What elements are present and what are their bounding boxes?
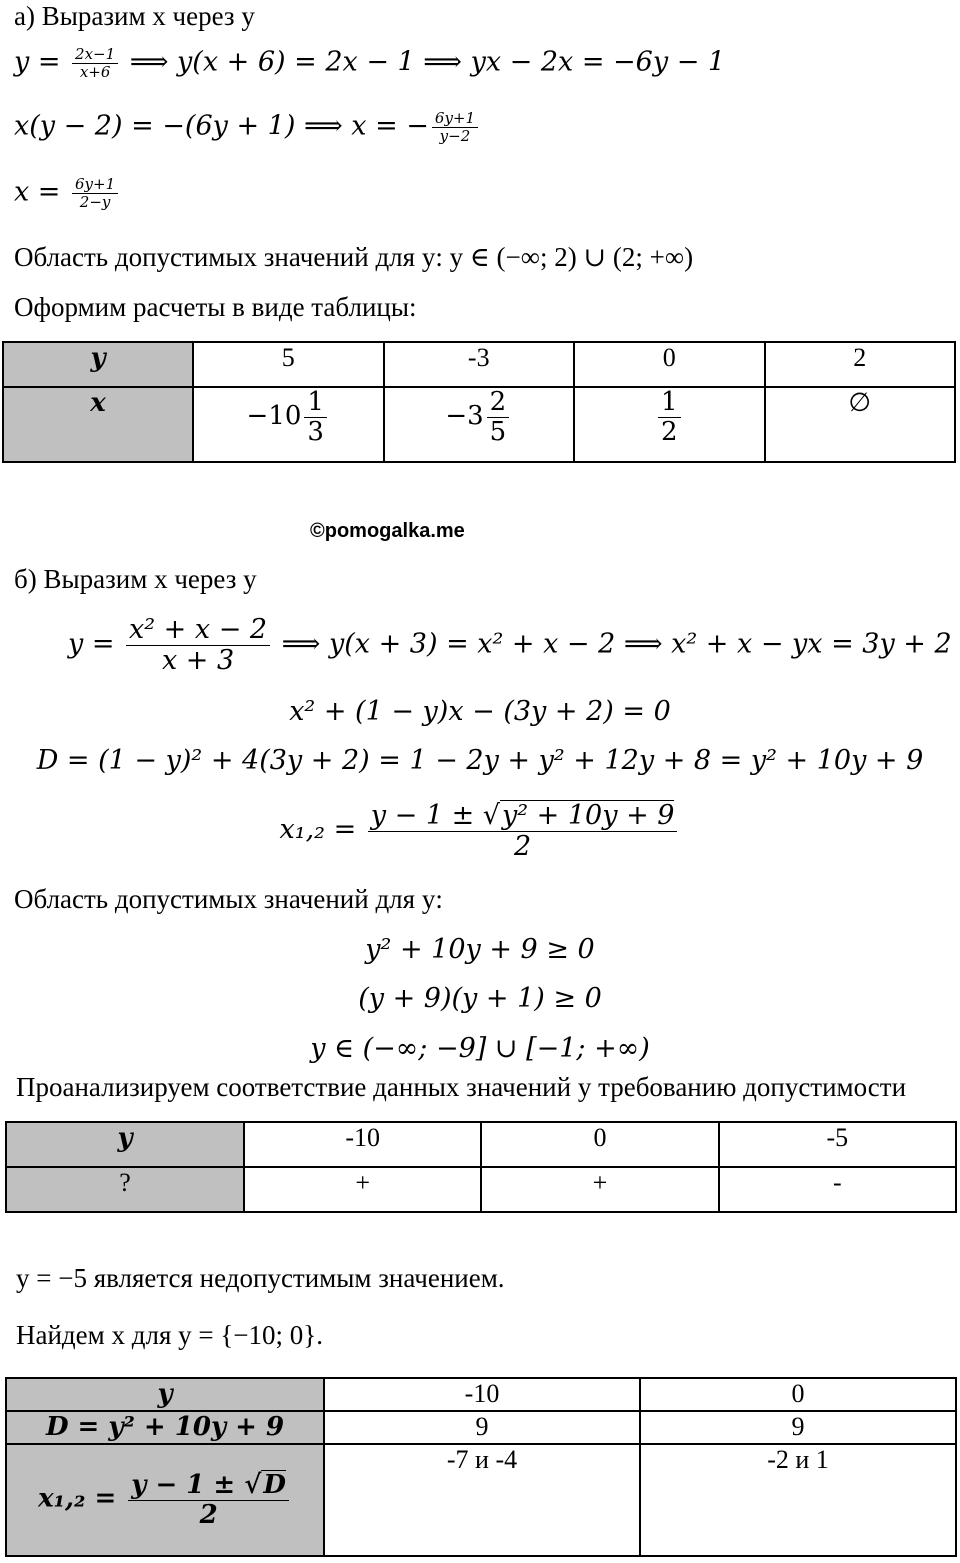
table-cell: 0 — [640, 1378, 956, 1411]
part-a-heading: а) Выразим x через y — [14, 1, 255, 31]
table-cell: + — [244, 1167, 481, 1212]
find-x-text: Найдем x для y = {−10; 0}. — [16, 1320, 323, 1350]
table-cell: ∅ — [765, 387, 956, 462]
table-cell: −3 $\frac{2}{5}$ — [384, 387, 575, 462]
table-cell: -10 — [244, 1122, 481, 1167]
inequality-3: y ∈ (−∞; −9] ∪ [−1; +∞) — [310, 1033, 650, 1064]
part-b-domain-label: Область допустимых значений для y: — [14, 884, 443, 914]
table-row — [6, 1167, 956, 1212]
table-cell: 5 — [193, 342, 384, 387]
part-b-heading: б) Выразим x через y — [14, 564, 257, 594]
table-cell: -3 — [384, 342, 575, 387]
table-cell: -2 и 1 — [640, 1444, 956, 1556]
table-header-x: x — [3, 387, 193, 462]
table-row — [6, 1444, 956, 1556]
part-b-table-1 — [5, 1121, 957, 1213]
table-header-roots: x₁,₂ = $\frac{y - 1 \pm √D}{2}$ — [6, 1444, 324, 1556]
table-row — [6, 1122, 956, 1167]
table-cell: - — [719, 1167, 956, 1212]
table-row — [3, 342, 955, 387]
invalid-value-text: y = −5 является недопустимым значением. — [16, 1263, 505, 1293]
part-b-equation-2: x² + (1 − y)x − (3y + 2) = 0 — [289, 696, 671, 727]
table-cell: $\frac{1}{2}$ — [574, 387, 765, 462]
table-cell: -7 и -4 — [324, 1444, 640, 1556]
table-header-y: y — [6, 1378, 324, 1411]
table-row — [6, 1378, 956, 1411]
part-b-roots-formula: x₁,₂ = $\frac{\text{y − 1 ± √y² + 10y + 9}}{2}$ — [0, 800, 960, 861]
table-header-discriminant: D = y² + 10y + 9 — [6, 1411, 324, 1444]
table-cell: -5 — [719, 1122, 956, 1167]
table-cell: −10 $\frac{1}{3}$ — [193, 387, 384, 462]
table-header-y: y — [6, 1122, 244, 1167]
inequality-1: y² + 10y + 9 ≥ 0 — [365, 934, 595, 965]
table-cell: 9 — [640, 1411, 956, 1444]
table-cell: 0 — [574, 342, 765, 387]
table-cell: 9 — [324, 1411, 640, 1444]
part-a-equation-2: x(y − 2) = −(6y + 1) ⟹ x = − $\frac{6y+1}{y-2}$ — [14, 110, 481, 144]
table-row — [3, 387, 955, 462]
table-cell: 0 — [481, 1122, 718, 1167]
table-cell: -10 — [324, 1378, 640, 1411]
part-b-equation-3: D = (1 − y)² + 4(3y + 2) = 1 − 2y + y² + 12y + 8 = y² + 10y + 9 — [36, 745, 924, 776]
table-row — [6, 1411, 956, 1444]
part-a-equation-1: y = $\frac{2x-1}{x+6}$ ⟹ y(x + 6) = 2x − 1 ⟹ yx − 2x = −6y − 1 — [14, 45, 726, 81]
part-a-domain: Область допустимых значений для y: y ∈ (−∞; 2) ∪ (2; +∞) — [14, 242, 694, 272]
inequality-2: (y + 9)(y + 1) ≥ 0 — [358, 983, 602, 1014]
table-cell: + — [481, 1167, 718, 1212]
table-header-y: y — [3, 342, 193, 387]
table-cell: 2 — [765, 342, 956, 387]
part-a-table-intro: Оформим расчеты в виде таблицы: — [14, 292, 417, 322]
table-header-question: ? — [6, 1167, 244, 1212]
part-a-equation-3: x = $\frac{6y+1}{2-y}$ — [14, 176, 121, 210]
part-b-table-2 — [5, 1377, 957, 1557]
analysis-text: Проанализируем соответствие данных значений y требованию допустимости — [16, 1072, 907, 1102]
part-b-equation-1: y = $\frac{\text{x² + x − 2}}{x + 3}$ ⟹ y(x + 3) = x² + x − 2 ⟹ x² + x − yx = 3y + 2 — [68, 614, 952, 676]
part-a-table — [2, 341, 956, 463]
watermark: ©pomogalka.me — [310, 520, 465, 542]
